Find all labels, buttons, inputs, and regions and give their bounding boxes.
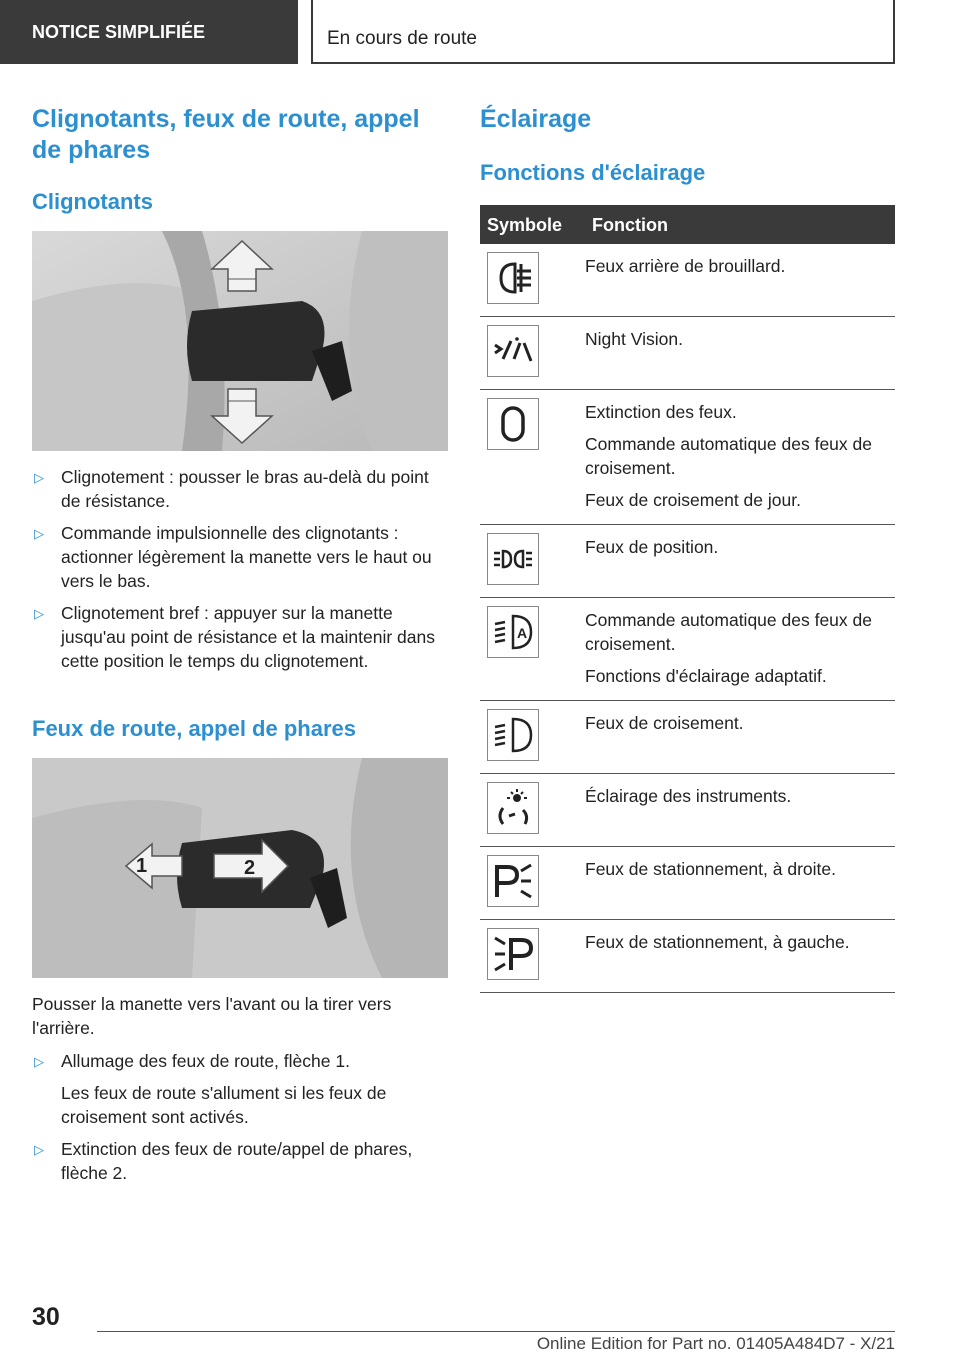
bullet-text: Clignotement bref : appuyer sur la manette jusqu'au point de résistance et la maintenir dans cette position le temps du clignotement. bbox=[61, 603, 435, 671]
footer-edition: Online Edition for Part no. 01405A484D7 - X/21 bbox=[536, 1334, 895, 1353]
function-text: Extinction des feux. bbox=[585, 402, 737, 422]
column-header-fonction: Fonction bbox=[585, 205, 895, 244]
svg-text:A: A bbox=[517, 625, 528, 641]
rear-fog-light-icon bbox=[487, 252, 539, 304]
section-title: Clignotants, feux de route, appel de phares bbox=[32, 105, 420, 164]
bullet-text: Allumage des feux de route, flèche 1. bbox=[61, 1051, 350, 1071]
function-text: Feux de croisement. bbox=[585, 713, 744, 733]
function-text: Éclairage des instruments. bbox=[585, 786, 792, 806]
triangle-bullet-icon: ▷ bbox=[34, 1054, 44, 1069]
high-beam-stalk-photo bbox=[32, 758, 448, 978]
function-text: Night Vision. bbox=[585, 329, 683, 349]
triangle-bullet-icon: ▷ bbox=[34, 526, 44, 541]
triangle-bullet-icon: ▷ bbox=[34, 470, 44, 485]
page-number: 30 bbox=[32, 1303, 60, 1331]
night-vision-icon bbox=[487, 325, 539, 377]
function-text: Commande automatique des feux de croisement. bbox=[585, 434, 872, 478]
subsection-title-clignotants: Clignotants bbox=[32, 189, 153, 214]
eclairage-subtitle: Fonctions d'éclairage bbox=[480, 160, 706, 185]
paragraph: Pousser la manette vers l'avant ou la tirer vers l'arrière. bbox=[32, 994, 392, 1038]
list-item bbox=[32, 1137, 452, 1185]
function-text: Feux de stationnement, à droite. bbox=[585, 859, 836, 879]
table-row bbox=[480, 525, 895, 598]
chapter-tab: En cours de route bbox=[311, 0, 895, 64]
list-item bbox=[32, 1049, 452, 1129]
list-item bbox=[32, 465, 452, 513]
low-beam-icon bbox=[487, 709, 539, 761]
position-lights-icon bbox=[487, 533, 539, 585]
column-header-symbole: Symbole bbox=[480, 205, 585, 244]
list-item bbox=[32, 521, 452, 593]
instrument-lighting-icon bbox=[487, 782, 539, 834]
table-row bbox=[480, 701, 895, 774]
list-item bbox=[32, 601, 452, 673]
parking-light-left-icon bbox=[487, 928, 539, 980]
lights-off-icon bbox=[487, 398, 539, 450]
table-row bbox=[480, 847, 895, 920]
function-text: Feux arrière de brouillard. bbox=[585, 256, 786, 276]
triangle-bullet-icon: ▷ bbox=[34, 1142, 44, 1157]
bullet-text: Extinction des feux de route/appel de phares, flèche 2. bbox=[61, 1139, 413, 1183]
table-row bbox=[480, 920, 895, 993]
bullet-subtext: Les feux de route s'allument si les feux de croisement sont activés. bbox=[61, 1083, 387, 1127]
function-text: Commande automatique des feux de croisement. bbox=[585, 610, 872, 654]
table-row bbox=[480, 244, 895, 317]
turn-signal-stalk-photo bbox=[32, 231, 448, 451]
table-row bbox=[480, 317, 895, 390]
lighting-functions-table bbox=[480, 205, 895, 993]
table-row bbox=[480, 774, 895, 847]
section-tab: NOTICE SIMPLIFIÉE bbox=[0, 0, 298, 64]
subsection-title-feux-de-route: Feux de route, appel de phares bbox=[32, 716, 356, 741]
parking-light-right-icon bbox=[487, 855, 539, 907]
bullet-text: Clignotement : pousser le bras au-delà du point de résistance. bbox=[61, 467, 429, 511]
function-text: Feux de position. bbox=[585, 537, 719, 557]
function-text: Fonctions d'éclairage adaptatif. bbox=[585, 666, 827, 686]
function-text: Feux de croisement de jour. bbox=[585, 490, 801, 510]
footer-divider bbox=[97, 1331, 895, 1332]
arrow-label-2: 2 bbox=[244, 857, 256, 879]
arrow-label-1: 1 bbox=[136, 855, 148, 877]
eclairage-title: Éclairage bbox=[480, 105, 592, 133]
auto-low-beam-icon bbox=[487, 606, 539, 658]
triangle-bullet-icon: ▷ bbox=[34, 606, 44, 621]
table-row bbox=[480, 598, 895, 701]
function-text: Feux de stationnement, à gauche. bbox=[585, 932, 850, 952]
table-row bbox=[480, 390, 895, 525]
bullet-text: Commande impulsionnelle des clignotants : actionner légèrement la manette vers le haut ou vers le bas. bbox=[61, 523, 432, 591]
